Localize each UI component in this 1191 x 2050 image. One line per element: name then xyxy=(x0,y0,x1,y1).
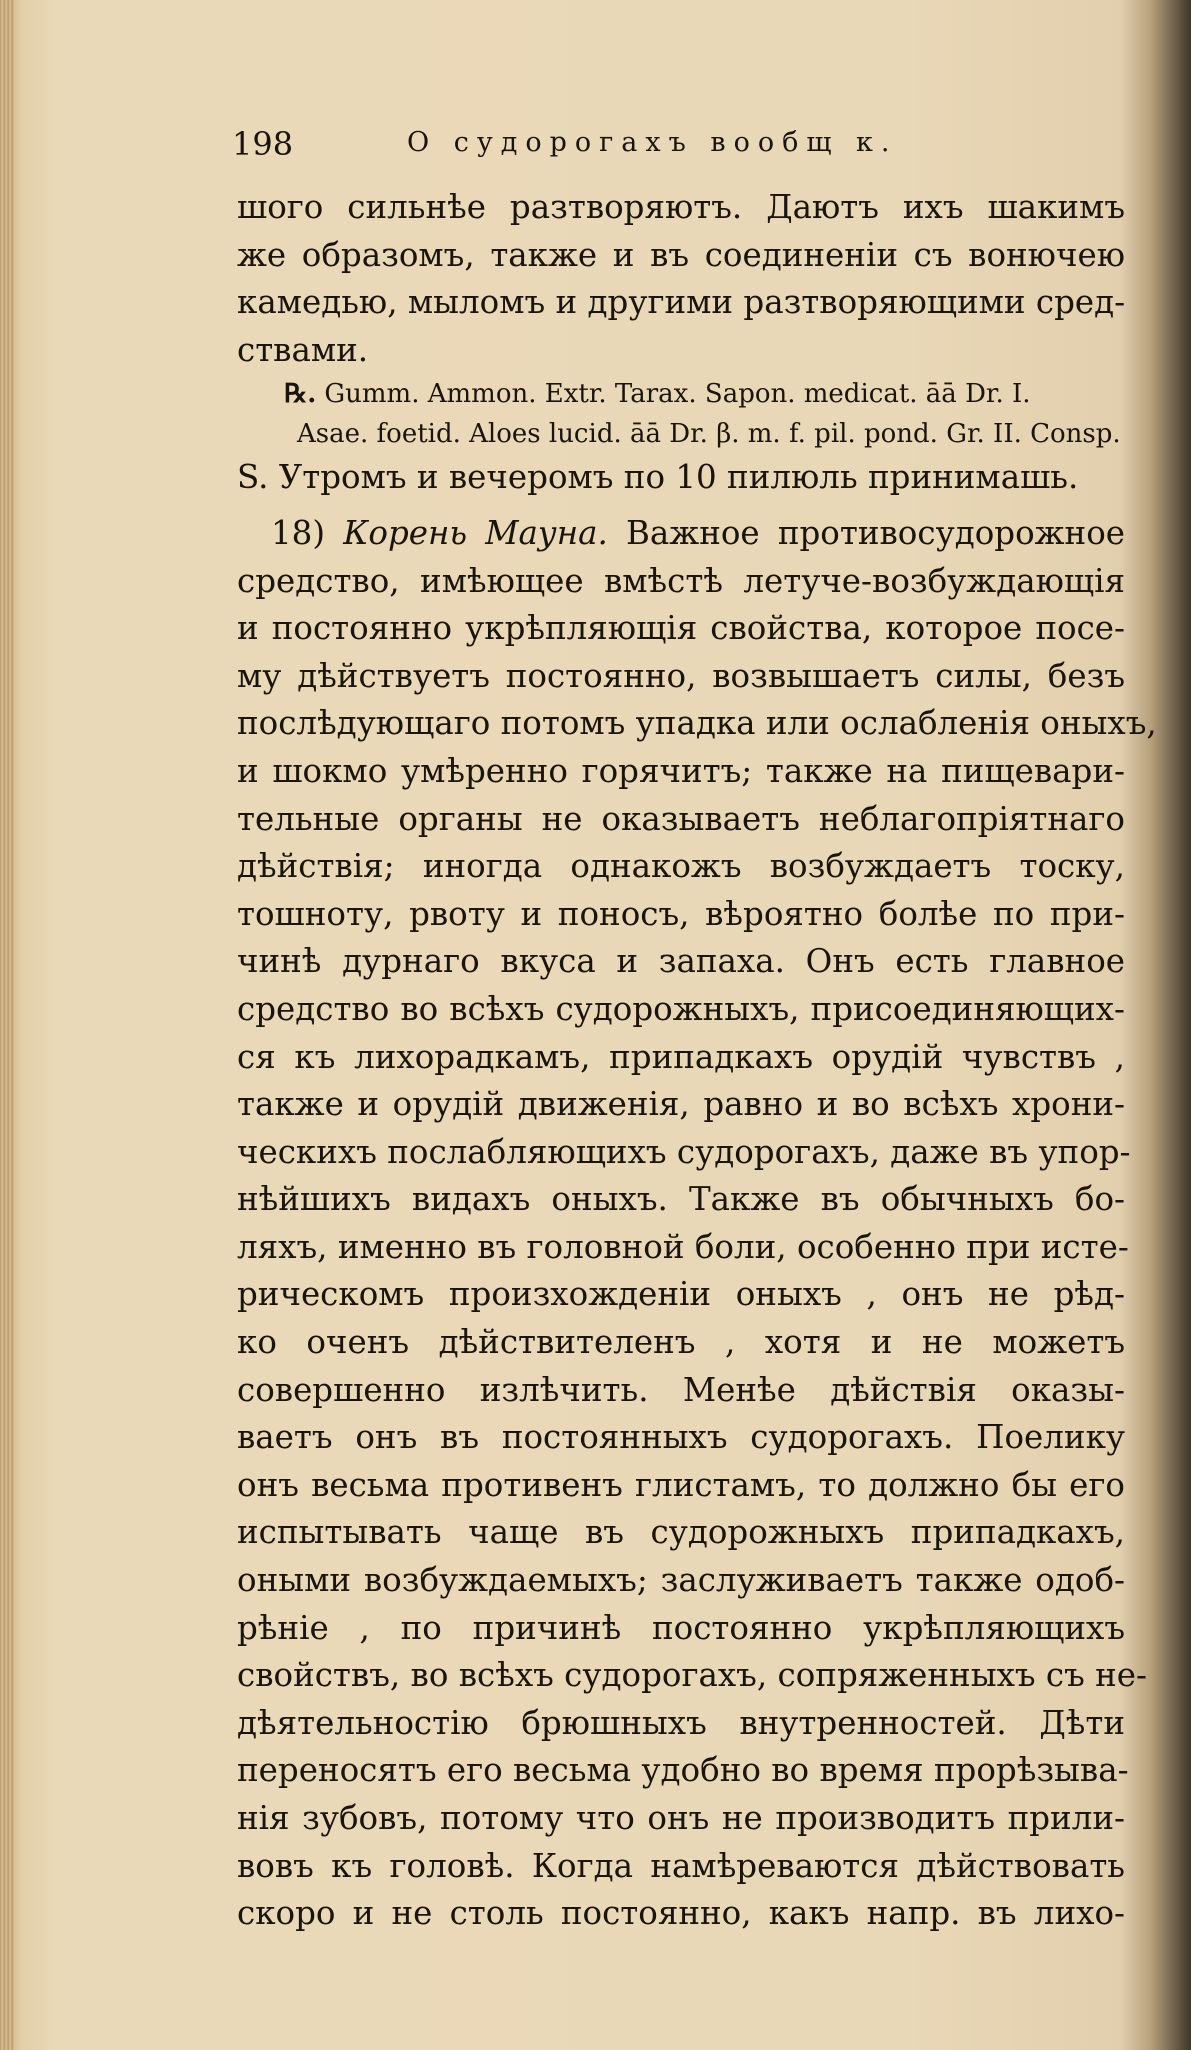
page-body xyxy=(237,184,1157,1938)
text-line: испытывать чаще въ судорожныхъ припадкахъ, xyxy=(237,1513,1125,1552)
text-line: ко оченъ дѣйствителенъ , хотя и не можетъ xyxy=(237,1323,1125,1362)
recipe-symbol: ℞. xyxy=(284,379,317,410)
text-line: онъ весьма противенъ глистамъ, то должно бы его xyxy=(237,1465,1125,1504)
text-line: ваетъ онъ въ постоянныхъ судорогахъ. Поелику xyxy=(237,1418,1125,1457)
recipe-line: Asae. foetid. Aloes lucid. āā Dr. β. m. f. pil. pond. Gr. II. Consp. xyxy=(297,419,1121,450)
page-number: 198 xyxy=(232,125,294,163)
text-line: скоро и не столь постоянно, какъ напр. въ лихо- xyxy=(237,1894,1125,1933)
text-line: дѣятельностiю брюшныхъ внутренностей. Дѣти xyxy=(237,1703,1125,1742)
text-line: свойствъ, во всѣхъ судорогахъ, сопряженныхъ съ не- xyxy=(237,1656,1147,1695)
recipe-line xyxy=(237,374,1125,414)
text-line: тошноту, рвоту и поносъ, вѣроятно болѣе по при- xyxy=(237,894,1125,933)
text-line: му дѣйствуетъ постоянно, возвышаетъ силы, безъ xyxy=(237,656,1125,695)
text-line: средство во всѣхъ судорожныхъ, присоединяющих- xyxy=(237,989,1125,1028)
running-title: О судорогахъ вообщ к. xyxy=(407,127,898,158)
text-line: рѣнiе , по причинѣ постоянно укрѣпляющихъ xyxy=(237,1608,1125,1647)
text-line: чинѣ дурнаго вкуса и запаха. Онъ есть главное xyxy=(237,942,1125,981)
text-line: нѣйшихъ видахъ оныхъ. Также въ обычныхъ бо- xyxy=(237,1180,1125,1219)
text-line: дѣйствiя; иногда однакожъ возбуждаетъ тоску, xyxy=(237,847,1125,886)
text-line: ся къ лихорадкамъ, припадкахъ орудiй чувствъ , xyxy=(237,1037,1125,1076)
text-line: средство, имѣющее вмѣстѣ летуче-возбуждающiя xyxy=(237,561,1125,600)
text-line: также и орудiй движенiя, равно и во всѣхъ хрони- xyxy=(237,1085,1125,1124)
section xyxy=(237,510,1157,1938)
text-line: рическомъ произхожденiи оныхъ , онъ не рѣд- xyxy=(237,1275,1125,1314)
text-line: нiя зубовъ, потому что онъ не производитъ прили- xyxy=(237,1799,1125,1837)
recipe-signa: S. Утромъ и вечеромъ по 10 пилюль принимашь. xyxy=(237,458,1079,497)
text-line: вовъ къ головѣ. Когда намѣреваются дѣйствовать xyxy=(237,1846,1125,1885)
text-line: послѣдующаго потомъ упадка или ослабленiя оныхъ, xyxy=(237,704,1157,743)
text-line: камедью, мыломъ и другими разтворяющими сред- xyxy=(237,283,1126,322)
text-line: переносятъ его весьма удобно во время прорѣзыва- xyxy=(237,1751,1129,1790)
section-text: Важное противосудорожное xyxy=(626,513,1125,552)
section-title: Корень Мауна. xyxy=(343,513,608,552)
text-line: ствами. xyxy=(237,330,369,369)
text-line: и постоянно укрѣпляющiя свойства, которое посе- xyxy=(237,609,1125,648)
section-first-line xyxy=(237,510,1125,558)
text-line: оными возбуждаемыхъ; заслуживаетъ также одоб- xyxy=(237,1561,1125,1600)
section-number: 18) xyxy=(271,513,326,552)
text-line: совершенно излѣчить. Менѣе дѣйствiя оказы- xyxy=(237,1370,1125,1409)
text-line: тельные органы не оказываетъ неблагопрiятнаго xyxy=(237,799,1125,838)
text-line: и шокмо умѣренно горячитъ; также на пищевари- xyxy=(237,751,1125,790)
recipe xyxy=(237,374,1125,502)
text-line: ляхъ, именно въ головной боли, особенно при исте- xyxy=(237,1227,1129,1266)
page-header xyxy=(232,125,1132,175)
text-line: ческихъ послабляющихъ судорогахъ, даже въ упор- xyxy=(237,1132,1131,1171)
text-line: же образомъ, также и въ соединенiи съ вонючею xyxy=(237,235,1125,274)
text-line: шого сильнѣе разтворяютъ. Даютъ ихъ шакимъ xyxy=(237,188,1125,226)
recipe-text: Gumm. Ammon. Extr. Tarax. Sapon. medicat. āā Dr. I. xyxy=(324,379,1031,410)
